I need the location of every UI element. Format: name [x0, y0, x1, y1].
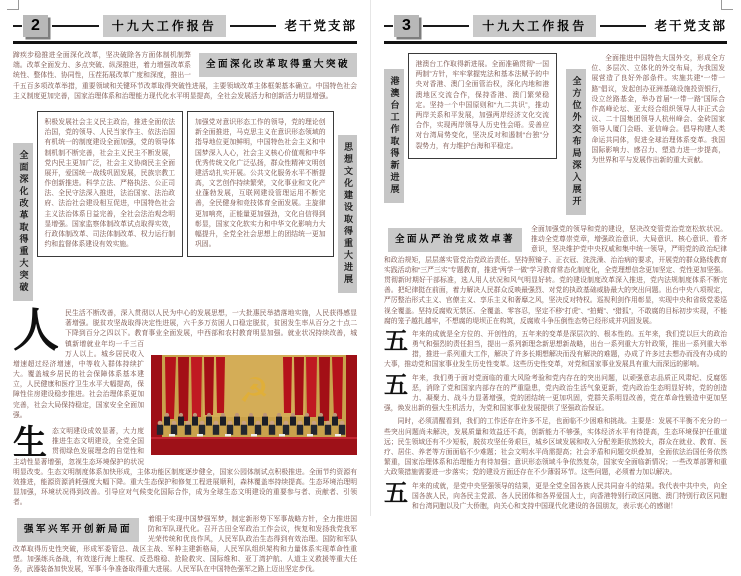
hkmo-box [408, 53, 558, 159]
page-2 [0, 0, 370, 574]
problems-paragraph: 同时，必须清醒看到，我们的工作还存在许多不足，也面临不少困难和挑战。主要是：发展不平衡不充分的一些突出问题尚未解决，发展质量和效益还不高，创新能力不够强，实体经济水平有待提高，生态环境保护任重道远；民生领域还有不少短板，脱贫攻坚任务艰巨，城乡区域发展和收入分配差距依然较大，群众在就业、教育、医疗、居住、养老等方面面临不少难题；社会文明水平尚需提高；社会矛盾和问题交织叠加，全面依法治国任务依然繁重，国家治理体系和治理能力有待加强；意识形态领域斗争依然复杂，国家安全面临新情况；一些改革部署和重大政策措施需要进一步落实；党的建设方面还存在不少薄弱环节。这些问题，必须着力加以解决。 [384, 418, 727, 477]
page-3 [370, 0, 740, 516]
ecology-text: 态文明建设成效显著，大力度推进生态文明建设，全党全国贯彻绿色发展理念的自觉性和主动性显著增强，忽视生态环境保护的状况明显改变。生态文明制度体系加快形成，主体功能区制度逐步健全，国家公园体制试点积极推进。全面节约资源有效推进，能源资源消耗强度大幅下降。重大生态保护和修复工程进展顺利，森林覆盖率持续提高。生态环境治理明显加强，环境状况得到改善。引导应对气候变化国际合作，成为全球生态文明建设的重要参与者、贡献者、引领者。 [13, 428, 357, 507]
reform-intro-text: 蹄疾步稳推进全面深化改革，坚决破除各方面体制机制弊端。改革全面发力、多点突破、纵深推进，着力增强改革系统性、整体性、协同性，压茬拓展改革广度和深度，推出一千五百多项改革举措，重要领域和关键环节改革取得突破性进展，主要领域改革主体框架基本确立。中国特色社会主义制度更加完善，国家治理体系和治理能力现代化水平明显提高，全社会发展活力和创新活力明显增强。 [13, 52, 357, 100]
rule-segment [52, 25, 99, 27]
hkmo-box-text: 港澳台工作取得新进展。全面准确贯彻“一国两制”方针，牢牢掌握宪法和基本法赋予的中央对香港、澳门全面管治权，深化内地和港澳地区交流合作，保持香港、澳门繁荣稳定。坚持一个中国原则和“九二共识”，推动两岸关系和平发展，加强两岸经济文化交流合作，实现两岸领导人历史性会晤。妥善应对台湾局势变化，坚决反对和遏制“台独”分裂势力，有力维护台海和平稳定。 [415, 61, 549, 150]
military-banner: 强军兴军开创新局面 [17, 518, 139, 542]
risks-text: 年来，我们勇于面对党面临的重大风险考验和党内存在的突出问题，以顽强意志品质正风肃纪、反腐惩恶，消除了党和国家内部存在的严重隐患，党内政治生活气象更新，党内政治生态明显好转，党的创造力、凝聚力、战斗力显著增强，党的团结统一更加巩固，党群关系明显改善，党在革命性锻造中更加坚强，焕发出新的强大生机活力，为党和国家事业发展提供了坚强政治保证。 [384, 374, 727, 413]
top-columns-row [384, 53, 727, 215]
gratitude-paragraph [384, 482, 727, 513]
hammer-sickle-emblem: ☭ [238, 371, 270, 410]
page-number: 3 [394, 15, 419, 37]
party-governance-section [384, 225, 727, 327]
page-2-masthead [13, 15, 357, 37]
dropcap-wu: 五 [384, 480, 408, 507]
diplomacy-strip-label: 全方位外交布局深入展开 [566, 69, 586, 215]
dropcap-wu: 五 [384, 328, 408, 355]
culture-strip-label: 思想文化建设取得重大进展 [338, 135, 358, 293]
rule-stub [384, 25, 393, 27]
rule-segment [600, 25, 646, 27]
masthead-rule [384, 41, 727, 44]
livelihood-text-rest: 城镇新增就业年均一千三百万人以上。城乡居民收入增速超过经济增速，中等收入群体持续扩大。覆盖城乡居民的社会保障体系基本建立，人民健康和医疗卫生水平大幅提高，保障性住房建设稳步推进。社会治理体系更加完善，社会大局保持稳定，国家安全全面加强。 [13, 330, 357, 419]
margin-corner-mark [7, 0, 19, 10]
branch-name: 老干党支部 [654, 18, 727, 33]
culture-box [187, 111, 334, 257]
party-governance-banner: 全面从严治党成效卓著 [388, 228, 522, 252]
page-number: 2 [23, 15, 48, 37]
achievements-text: 年来的成就是全方位的、开创性的，五年来的变革是深层次的、根本性的。五年来，我们党以巨大的政治勇气和强烈的责任担当，提出一系列新理念新思想新战略，出台一系列重大方针政策，推出一系列重大举措，推进一系列重大工作，解决了许多长期想解决而没有解决的难题，办成了许多过去想办而没有办成的大事，推动党和国家事业发生历史性变革。这些历史性变革，对党和国家事业发展具有重大而深远的影响。 [384, 330, 727, 369]
rule-stub [13, 25, 22, 27]
hkmo-strip-label: 港澳台工作取得新进展 [384, 69, 404, 203]
livelihood-section [13, 304, 357, 509]
reform-intro-section [13, 51, 357, 102]
democracy-strip-label: 全面深化改革取得重大突破 [13, 143, 33, 301]
democracy-box [37, 111, 184, 257]
newsletter-title: 十九大工作报告 [473, 15, 596, 37]
risks-paragraph [384, 374, 727, 415]
achievements-paragraph [384, 330, 727, 371]
branch-name: 老干党支部 [284, 18, 357, 33]
rule-segment [423, 25, 469, 27]
congress-photo-graphic [151, 355, 357, 455]
livelihood-text-start: 民生活不断改善，深入贯彻以人民为中心的发展思想，一大批惠民举措落地实施，人民获得感显著增强。脱贫攻坚战取得决定性进展，六千多万贫困人口稳定脱贫，贫困发生率从百分之十点二下降到百分之四以下。教育事业全面发展，中西部和农村教育明显加强。就业状况持续改善， [65, 309, 357, 338]
rostrum-table [151, 437, 357, 455]
military-section [13, 515, 357, 576]
military-text: 着眼于实现中国梦强军梦，制定新形势下军事战略方针，全力推进国防和军队现代化。召开古田全军政治工作会议，恢复和发扬我党我军光荣传统和优良作风，人民军队政治生态得到有效治理。国防和军队改革取得历史性突破，形成军委管总、战区主战、军种主建新格局，人民军队组织架构和力量体系实现革命性重塑。加强练兵备战，有效遂行海上维权、反恐维稳、抢险救灾、国际维和、亚丁湾护航、人道主义救援等重大任务，武器装备加快发展，军事斗争准备取得重大进展。人民军队在中国特色强军之路上迈出坚定步伐。 [13, 515, 357, 574]
congress-photo [151, 355, 357, 455]
boxed-columns-row [13, 111, 357, 301]
rule-segment [230, 25, 277, 27]
democracy-box-text: 积极发展社会主义民主政治，推进全面依法治国，党的领导、人民当家作主、依法治国有机统一的制度建设全面加强，党的领导体制机制不断完善，社会主义民主不断发展，党内民主更加广泛，社会主义协商民主全面展开，爱国统一战线巩固发展，民族宗教工作创新推进。科学立法、严格执法、公正司法、全民守法深入推进，法治国家、法治政府、法治社会建设相互促进，中国特色社会主义法治体系日益完善，全社会法治观念明显增强。国家监察体制改革试点取得实效，行政体制改革、司法体制改革、权力运行制约和监督体系建设有效实施。 [44, 118, 175, 249]
dropcap-sheng: 生 [13, 425, 47, 462]
dropcap-wu: 五 [384, 372, 408, 399]
diplomacy-column [590, 53, 728, 167]
masthead-rule [13, 41, 357, 44]
page-3-masthead [384, 15, 727, 37]
margin-corner-mark [721, 0, 733, 10]
gratitude-text: 年来的成就，是党中央坚强领导的结果，更是全党全国各族人民共同奋斗的结果。我代表中共中央，向全国各族人民，向各民主党派、各人民团体和各界爱国人士，向香港特别行政区同胞、澳门特别行政区同胞和台湾同胞以及广大侨胞，向关心和支持中国现代化建设的各国朋友，表示衷心的感谢！ [412, 482, 727, 510]
newsletter-title: 十九大工作报告 [103, 15, 226, 37]
culture-box-text: 加强党对意识形态工作的领导，党的理论创新全面推进，马克思主义在意识形态领域的指导地位更加鲜明，中国特色社会主义和中国梦深入人心，社会主义核心价值观和中华优秀传统文化广泛弘扬，群众性精神文明创建活动扎实开展。公共文化服务水平不断提高，文艺创作持续繁荣，文化事业和文化产业蓬勃发展，互联网建设管理运用不断完善，全民健身和竞技体育全面发展。主旋律更加响亮，正能量更加强劲，文化自信得到彰显，国家文化软实力和中华文化影响力大幅提升，全党全社会思想上的团结统一更加巩固。 [195, 118, 326, 249]
party-governance-text: 全面加强党的领导和党的建设，坚决改变管党治党宽松软状况。推动全党尊崇党章，增强政治意识、大局意识、核心意识、看齐意识，坚决维护党中央权威和集中统一领导，严明党的政治纪律和政治规矩，层层落实管党治党政治责任。坚持照镜子、正衣冠、洗洗澡、治治病的要求，开展党的群众路线教育实践活动和“三严三实”专题教育，推进“两学一做”学习教育常态化制度化，全党理想信念更加坚定、党性更加坚强。贯彻新时期好干部标准，选人用人状况和风气明显好转。党的建设制度改革深入推进，党内法规制度体系不断完善。把纪律挺在前面，着力解决人民群众反映最强烈、对党的执政基础威胁最大的突出问题。出台中央八项规定，严厉整治形式主义、官僚主义、享乐主义和奢靡之风，坚决反对特权。巡视利剑作用彰显，实现中央和省级党委巡视全覆盖。坚持反腐败无禁区、全覆盖、零容忍，坚定不移“打虎”、“拍蝇”、“猎狐”，不敢腐的目标初步实现，不能腐的笼子越扎越牢，不想腐的堤坝正在构筑，反腐败斗争压倒性态势已经形成并巩固发展。 [384, 226, 727, 325]
reform-banner: 全面深化改革取得重大突破 [199, 53, 357, 77]
diplomacy-text: 全面推进中国特色大国外交，形成全方位、多层次、立体化的外交布局，为我国发展营造了良好外部条件。实施共建“一带一路”倡议，发起创办亚洲基础设施投资银行，设立丝路基金，举办首届“一带一路”国际合作高峰论坛、亚太经合组织领导人非正式会议、二十国集团领导人杭州峰会、金砖国家领导人厦门会晤、亚信峰会。倡导构建人类命运共同体，促进全球治理体系变革。我国国际影响力、感召力、塑造力进一步提高，为世界和平与发展作出新的重大贡献。 [591, 55, 725, 164]
dropcap-ren: 人 [13, 304, 59, 356]
